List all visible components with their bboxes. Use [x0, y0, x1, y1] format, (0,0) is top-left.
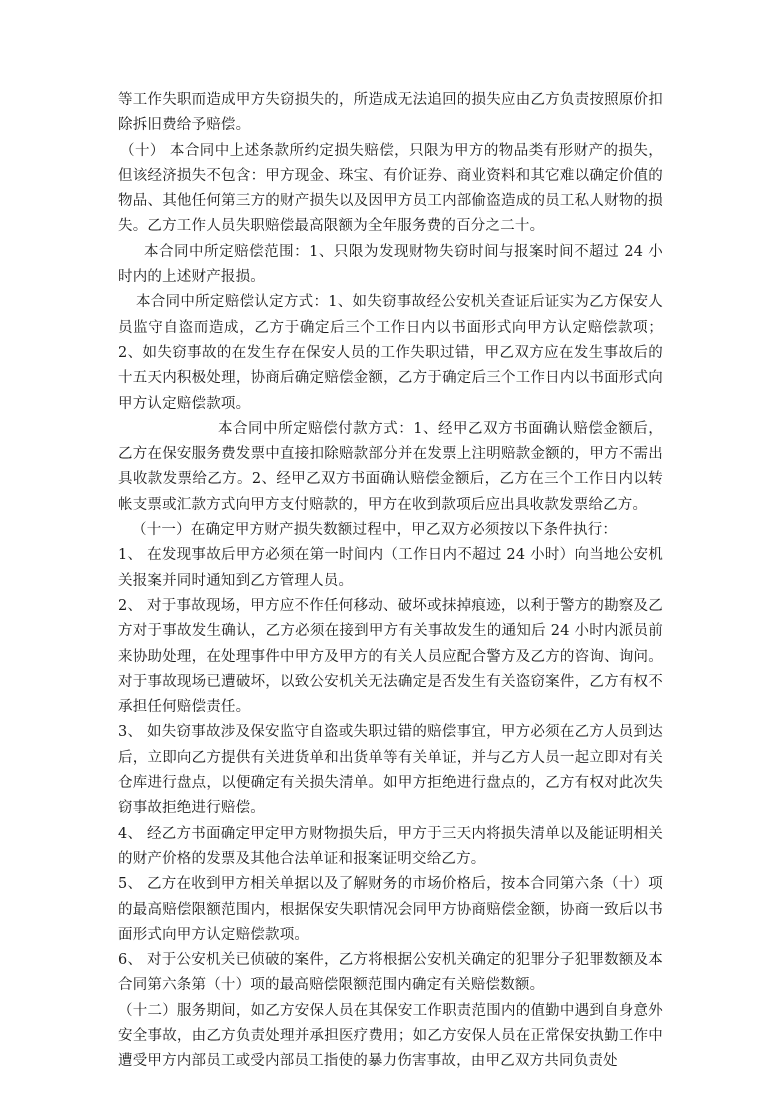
paragraph-compensation-determination: 本合同中所定赔偿认定方式：1、如失窃事故经公安机关查证后证实为乙方保安人员监守自盗而造成，乙方于确定后三个工作日内以书面形式向甲方认定赔偿款项；2、如失窃事故的在发生存在保安人员的工作失职过错，甲乙双方应在发生事故后的十五天内积极处理，协商后确定赔偿金额，乙方于确定后三个工作日内以书面形式向甲方认定赔偿款项。 [118, 294, 663, 412]
paragraph-clause-10: （十） 本合同中上述条款所约定损失赔偿，只限为甲方的物品类有形财产的损失，但该经济损失不包含：甲方现金、珠宝、有价证券、商业资料和其它难以确定价值的物品、其他任何第三方的财产损失以及因甲方员工内部偷盗造成的员工私人财物的损失。乙方工作人员失职赔偿最高限额为全年服务费的百分之二十。 [118, 142, 663, 235]
paragraph-clause-11: （十一）在确定甲方财产损失数额过程中，甲乙双方必须按以下条件执行： [132, 522, 618, 539]
paragraph-item-2: 2、 对于事故现场，甲方应不作任何移动、破坏或抹掉痕迹，以利于警方的勘察及乙方对于事故发生确认，乙方必须在接到甲方有关事故发生的通知后 24 小时内派员前来协助处理，在处理事件中甲方及甲方的有关人员应配合警方及乙方的咨询、询问。对于事故现场已遭破坏，以致公安机关无法确定是否发生有关盗窃案件，乙方有权不承担任何赔偿责任。 [118, 597, 663, 716]
paragraph-loss-compensation-end: 等工作失职而造成甲方失窃损失的，所造成无法追回的损失应由乙方负责按照原价扣除拆旧费给予赔偿。 [118, 92, 663, 134]
paragraph-item-5: 5、 乙方在收到甲方相关单据以及了解财务的市场价格后，按本合同第六条（十）项的最高赔偿限额范围内，根据保安失职情况会同甲方协商赔偿金额，协商一致后以书面形式向甲方认定赔偿款项。 [118, 876, 663, 943]
paragraph-item-1: 1、 在发现事故后甲方必须在第一时间内（工作日内不超过 24 小时）向当地公安机关报案并同时通知到乙方管理人员。 [118, 547, 663, 589]
paragraph-item-6: 6、 对于公安机关已侦破的案件，乙方将根据公安机关确定的犯罪分子犯罪数额及本合同第六条第（十）项的最高赔偿限额范围内确定有关赔偿数额。 [118, 952, 663, 994]
document-page [118, 88, 663, 1075]
paragraph-compensation-payment: 本合同中所定赔偿付款方式：1、经甲乙双方书面确认赔偿金额后，乙方在保安服务费发票中直接扣除赔款部分并在发票上注明赔款金额的，甲方不需出具收款发票给乙方。2、经甲乙双方书面确认赔偿金额后，乙方在三个工作日内以转帐支票或汇款方式向甲方支付赔款的，甲方在收到款项后应出具收款发票给乙方。 [118, 420, 663, 513]
paragraph-compensation-scope: 本合同中所定赔偿范围：1、只限为发现财物失窃时间与报案时间不超过 24 小时内的上述财产报损。 [118, 243, 663, 286]
paragraph-clause-12: （十二）服务期间，如乙方安保人员在其保安工作职责范围内的值勤中遇到自身意外安全事故，由乙方负责处理并承担医疗费用；如乙方安保人员在正常保安执勤工作中遭受甲方内部员工或受内部员工指使的暴力伤害事故，由甲乙双方共同负责处 [118, 1002, 663, 1070]
paragraph-item-3: 3、 如失窃事故涉及保安监守自盗或失职过错的赔偿事宜，甲方必须在乙方人员到达后，立即向乙方提供有关进货单和出货单等有关单证，并与乙方人员一起立即对有关仓库进行盘点，以便确定有关损失清单。如甲方拒绝进行盘点的，乙方有权对此次失窃事故拒绝进行赔偿。 [118, 724, 663, 817]
paragraph-item-4: 4、 经乙方书面确定甲定甲方财物损失后，甲方于三天内将损失清单以及能证明相关的财产价格的发票及其他合法单证和报案证明交给乙方。 [118, 825, 663, 867]
